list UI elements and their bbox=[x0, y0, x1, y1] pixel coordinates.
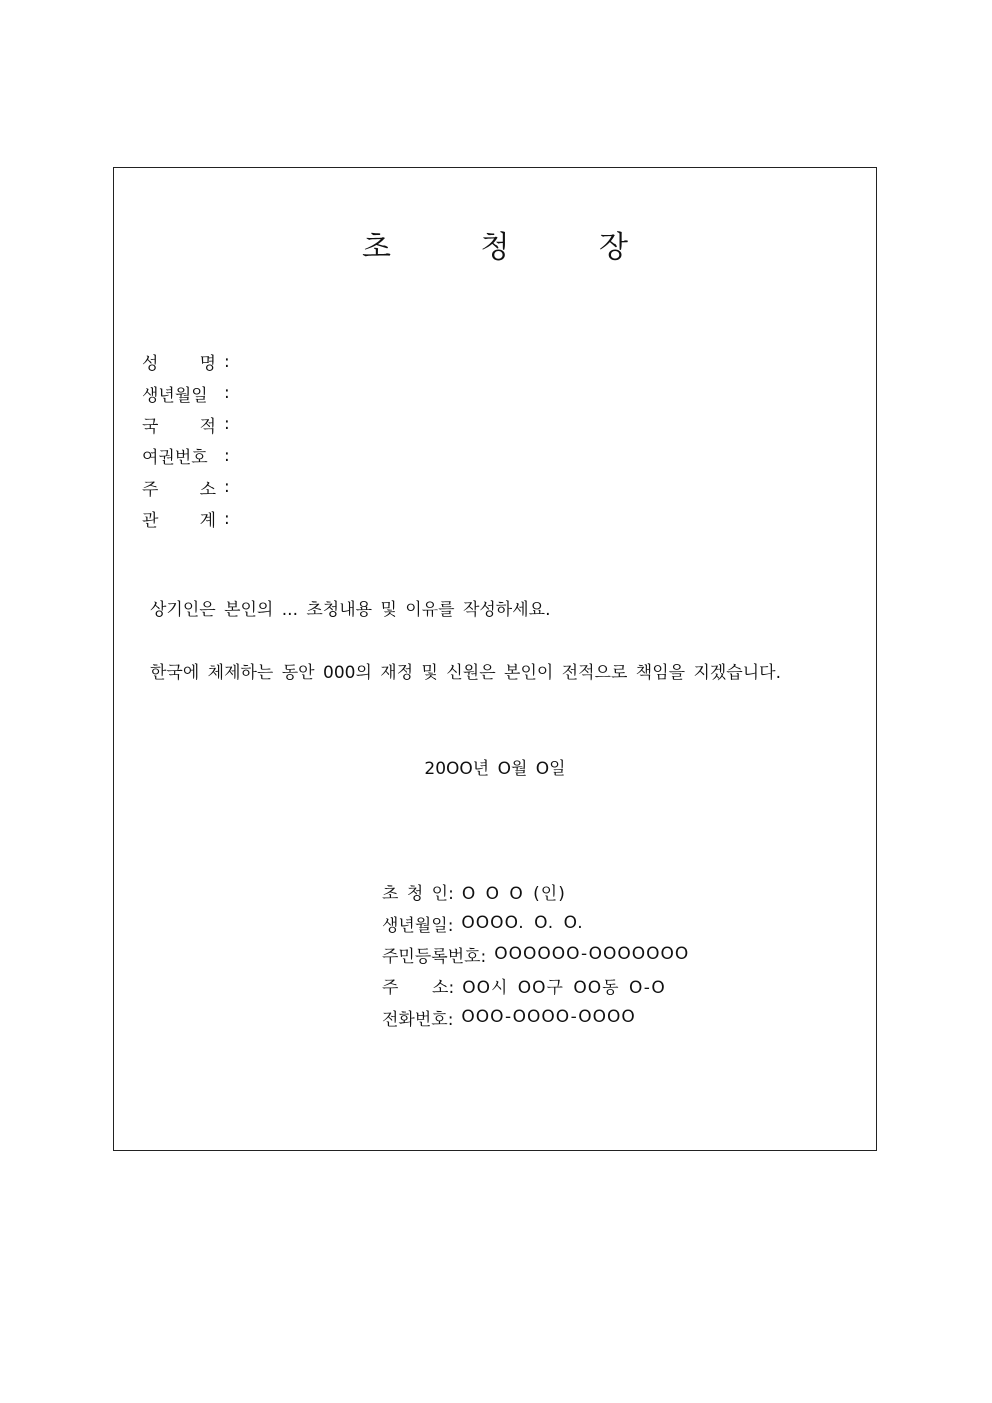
invitee-fields bbox=[142, 346, 230, 534]
field-label: 생년월일 bbox=[142, 385, 208, 406]
inviter-value: OOOO. O. O. bbox=[461, 913, 584, 934]
field-colon: : bbox=[224, 383, 230, 404]
field-colon: : bbox=[224, 508, 230, 529]
field-label: 성 명 bbox=[142, 354, 216, 375]
field-colon: : bbox=[224, 414, 230, 435]
inviter-value: O O O (인) bbox=[461, 884, 566, 905]
invitation-purpose-text: 상기인은 본인의 ... 초청내용 및 이유를 작성하세요. bbox=[150, 600, 551, 620]
responsibility-statement: 한국에 체제하는 동안 000의 재정 및 신원은 본인이 전적으로 책임을 지겠습니다. bbox=[150, 663, 781, 683]
inviter-label: 주 소: bbox=[382, 978, 455, 999]
inviter-label: 주민등록번호: bbox=[382, 946, 487, 967]
document-title: 초 청 장 bbox=[361, 230, 668, 265]
inviter-value: OO시 OO구 OO동 O-O bbox=[462, 978, 666, 999]
field-label: 관 계 bbox=[142, 511, 216, 532]
inviter-label: 전화번호: bbox=[382, 1009, 454, 1030]
inviter-row-name bbox=[382, 876, 689, 907]
inviter-block bbox=[382, 876, 689, 1033]
field-nationality bbox=[142, 409, 230, 440]
field-colon: : bbox=[224, 445, 230, 466]
inviter-label: 생년월일: bbox=[382, 915, 454, 936]
inviter-row-address bbox=[382, 970, 689, 1001]
field-label: 주 소 bbox=[142, 479, 216, 500]
field-name bbox=[142, 346, 230, 377]
inviter-value: OOO-OOOO-OOOO bbox=[461, 1007, 636, 1028]
inviter-row-resident-number bbox=[382, 939, 689, 970]
field-relationship bbox=[142, 503, 230, 534]
document-date: 20OO년 O월 O일 bbox=[424, 759, 566, 779]
field-colon: : bbox=[224, 477, 230, 498]
inviter-label: 초 청 인: bbox=[382, 884, 454, 905]
inviter-value: OOOOOO-OOOOOOO bbox=[494, 944, 690, 965]
field-address bbox=[142, 472, 230, 503]
field-label: 여권번호 bbox=[142, 448, 208, 469]
field-label: 국 적 bbox=[142, 416, 216, 437]
inviter-row-phone bbox=[382, 1002, 689, 1033]
field-birthdate bbox=[142, 377, 230, 408]
field-colon: : bbox=[224, 351, 230, 372]
field-passport-number bbox=[142, 440, 230, 471]
invitation-frame bbox=[113, 167, 877, 1151]
inviter-row-birthdate bbox=[382, 907, 689, 938]
